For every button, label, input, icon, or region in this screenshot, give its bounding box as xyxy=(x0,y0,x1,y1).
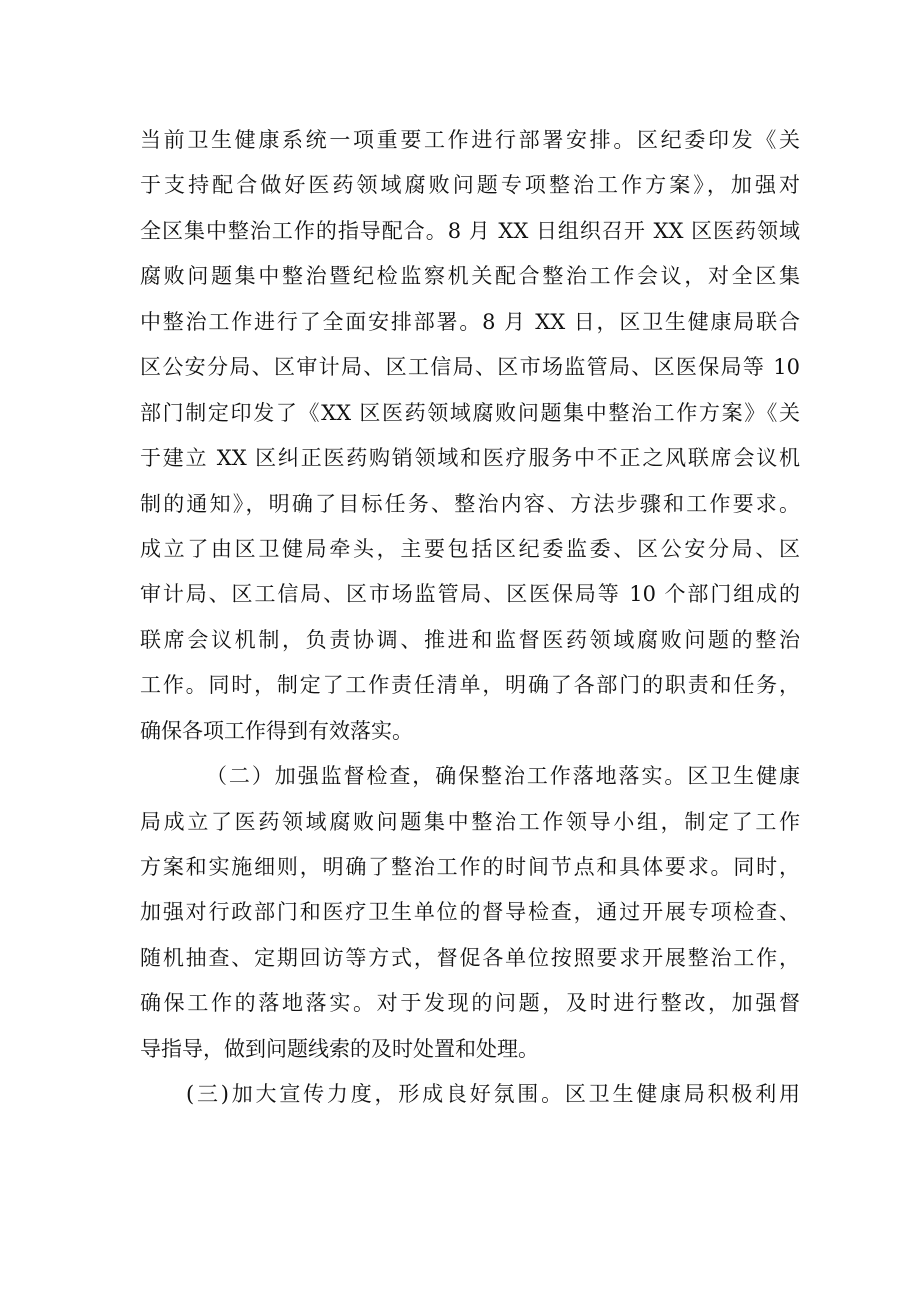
section-heading-line: （二）加强监督检查，确保整治工作落地落实。区卫生健康 xyxy=(206,764,800,789)
paragraph-coordination xyxy=(140,118,800,754)
text-line: 当前卫生健康系统一项重要工作进行部署安排。区纪委印发《关 xyxy=(140,128,800,152)
text-line: 于支持配合做好医药领域腐败问题专项整治工作方案》，加强对 xyxy=(140,173,800,198)
text-line: 成立了由区卫健局牵头，主要包括区纪委监委、区公安分局、区 xyxy=(140,536,800,561)
text-line: 审计局、区工信局、区市场监管局、区医保局等 10 个部门组成的 xyxy=(140,582,800,607)
text-line: 加强对行政部门和医疗卫生单位的督导检查，通过开展专项检查、 xyxy=(140,900,800,925)
text-line: 联席会议机制，负责协调、推进和监督医药领域腐败问题的整治 xyxy=(140,627,800,652)
text-line: 部门制定印发了《XX 区医药领域腐败问题集中整治工作方案》《关 xyxy=(140,400,800,425)
section-heading-line: (三)加大宣传力度，形成良好氛围。区卫生健康局积极利用 xyxy=(186,1082,800,1107)
text-line: 导指导，做到问题线索的及时处置和处理。 xyxy=(140,1036,539,1061)
text-line: 区公安分局、区审计局、区工信局、区市场监管局、区医保局等 10 xyxy=(140,355,800,380)
text-line: 确保各项工作得到有效落实。 xyxy=(140,718,413,743)
text-line: 于建立 XX 区纠正医药购销领域和医疗服务中不正之风联席会议机 xyxy=(140,446,800,471)
text-line: 确保工作的落地落实。对于发现的问题，及时进行整改，加强督 xyxy=(140,991,800,1016)
text-line: 局成立了医药领域腐败问题集中整治工作领导小组，制定了工作 xyxy=(140,809,800,834)
text-line: 全区集中整治工作的指导配合。8 月 XX 日组织召开 XX 区医药领域 xyxy=(140,218,800,243)
document-body xyxy=(140,118,800,1118)
text-line: 中整治工作进行了全面安排部署。8 月 XX 日，区卫生健康局联合 xyxy=(140,309,800,334)
text-line: 方案和实施细则，明确了整治工作的时间节点和具体要求。同时， xyxy=(140,855,800,879)
text-line: 制的通知》，明确了目标任务、整治内容、方法步骤和工作要求。 xyxy=(140,491,800,516)
paragraph-supervision xyxy=(140,754,800,1072)
text-line: 工作。同时，制定了工作责任清单，明确了各部门的职责和任务， xyxy=(140,673,800,698)
text-line: 腐败问题集中整治暨纪检监察机关配合整治工作会议，对全区集 xyxy=(140,264,800,289)
text-line: 随机抽查、定期回访等方式，督促各单位按照要求开展整治工作， xyxy=(140,945,800,970)
paragraph-publicity xyxy=(140,1072,800,1117)
